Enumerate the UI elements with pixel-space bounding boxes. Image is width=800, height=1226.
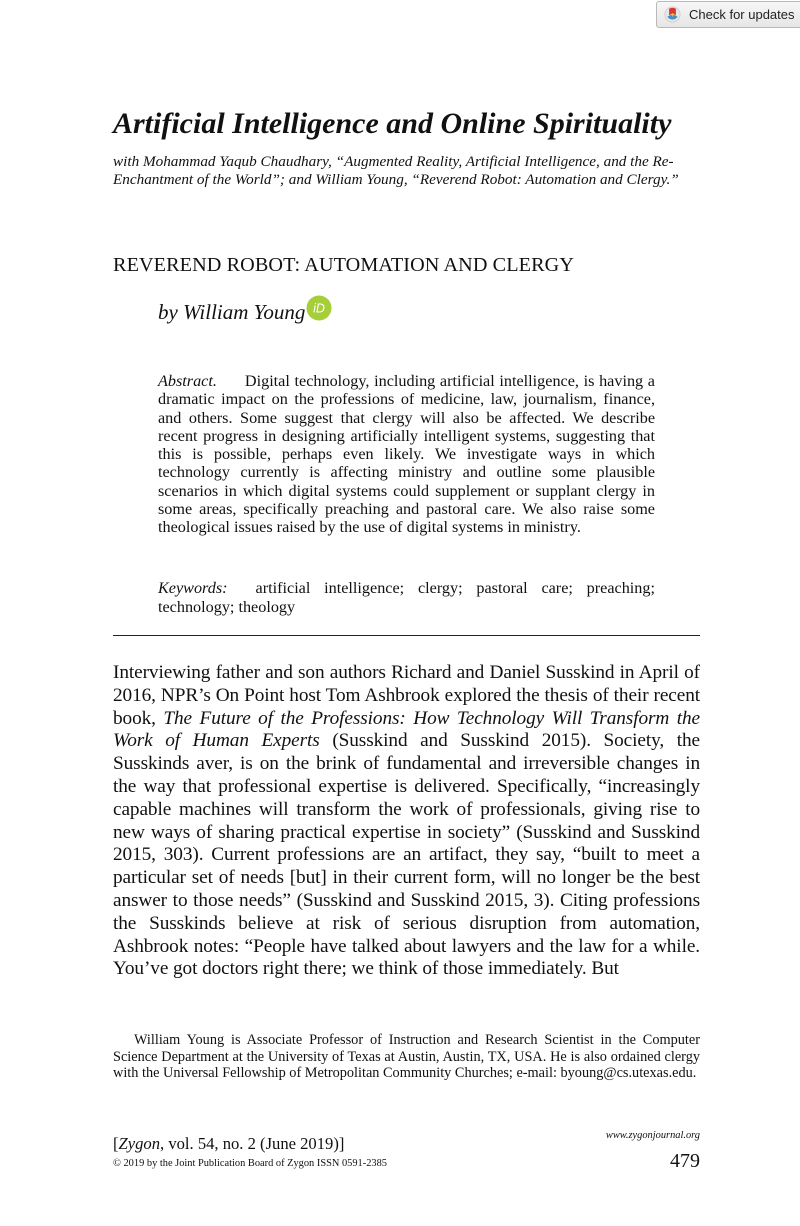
abstract-text: Digital technology, including artificial intelligence, is having a dramatic impact on the professions of medicine, law, journalism, finance, and others. Some suggest that clergy will also be affected. We describe recent progress in designing artificially intelligent systems, suggesting that this is possible, perhaps even likely. We investigate ways in which technology currently is affecting ministry and outline some plausible scenarios in which digital systems could supplement or supplant clergy in some areas, specifically preaching and pastoral care. We also raise some theological issues raised by the use of digital systems in ministry. xyxy=(158,372,655,537)
copyright-line: © 2019 by the Joint Publication Board of Zygon ISSN 0591-2385 xyxy=(113,1158,387,1169)
journal-name: Zygon xyxy=(118,1134,161,1153)
keywords-text: artificial intelligence; clergy; pastoral care; preaching; technology; theology xyxy=(158,579,655,616)
journal-citation xyxy=(113,1134,344,1154)
article-title: Artificial Intelligence and Online Spirituality xyxy=(113,107,672,140)
keywords-label: Keywords: xyxy=(158,579,228,597)
check-for-updates-button[interactable] xyxy=(656,1,800,28)
section-divider xyxy=(113,635,700,636)
book-title: The Future of the Professions: How Technology Will Transform the Work of Human Experts xyxy=(113,707,700,752)
byline xyxy=(158,300,332,325)
crossmark-icon xyxy=(664,6,681,23)
author-footnote: William Young is Associate Professor of Instruction and Research Scientist in the Computer Science Department at the University of Texas at Austin, Austin, TX, USA. He is also ordained clergy with the Universal Fellowship of Metropolitan Community Churches; e-mail: byoung@cs.utexas.edu. xyxy=(113,1032,700,1082)
journal-url[interactable]: www.zygonjournal.org xyxy=(605,1130,700,1141)
check-for-updates-label: Check for updates xyxy=(689,7,795,22)
article-subtitle: with Mohammad Yaqub Chaudhary, “Augmented Reality, Artificial Intelligence, and the Re-Enchantment of the World”; and William Young, “Reverend Robot: Automation and Clergy.” xyxy=(113,153,679,188)
author-name: by William Young xyxy=(158,300,306,324)
keywords xyxy=(158,579,655,617)
body-text-part1: Interviewing father and son authors Richard and Daniel Susskind in April of 2016, NPR’s On Point host Tom Ashbrook explored the thesis of their recent book, xyxy=(113,662,700,729)
journal-volume: , vol. 54, no. 2 (June 2019)] xyxy=(160,1134,345,1153)
abstract-label: Abstract. xyxy=(158,372,217,390)
page-number: 479 xyxy=(670,1150,700,1172)
journal-bracket: [ xyxy=(113,1134,119,1153)
body-paragraph xyxy=(113,662,700,981)
orcid-icon[interactable] xyxy=(306,295,332,321)
body-text-part2: (Susskind and Susskind 2015). Society, the Susskinds aver, is on the brink of fundamental and irreversible changes in the way that professional expertise is delivered. Specifically, “increasingly capable machines will transform the work of professionals, giving rise to new ways of sharing practical expertise in society” (Susskind and Susskind 2015, 303). Current professions are an artifact, they say, “built to meet a particular set of needs [but] in their current form, will no longer be the best answer to those needs” (Susskind and Susskind 2015, 3). Citing professions the Susskinds believe at risk of serious disruption from automation, Ashbrook notes: “People have talked about lawyers and the law for a while. You’ve got doctors right there; we think of those immediately. But xyxy=(113,730,700,980)
orcid-label: iD xyxy=(313,301,326,316)
abstract xyxy=(158,372,655,537)
section-title: REVEREND ROBOT: AUTOMATION AND CLERGY xyxy=(113,254,575,276)
